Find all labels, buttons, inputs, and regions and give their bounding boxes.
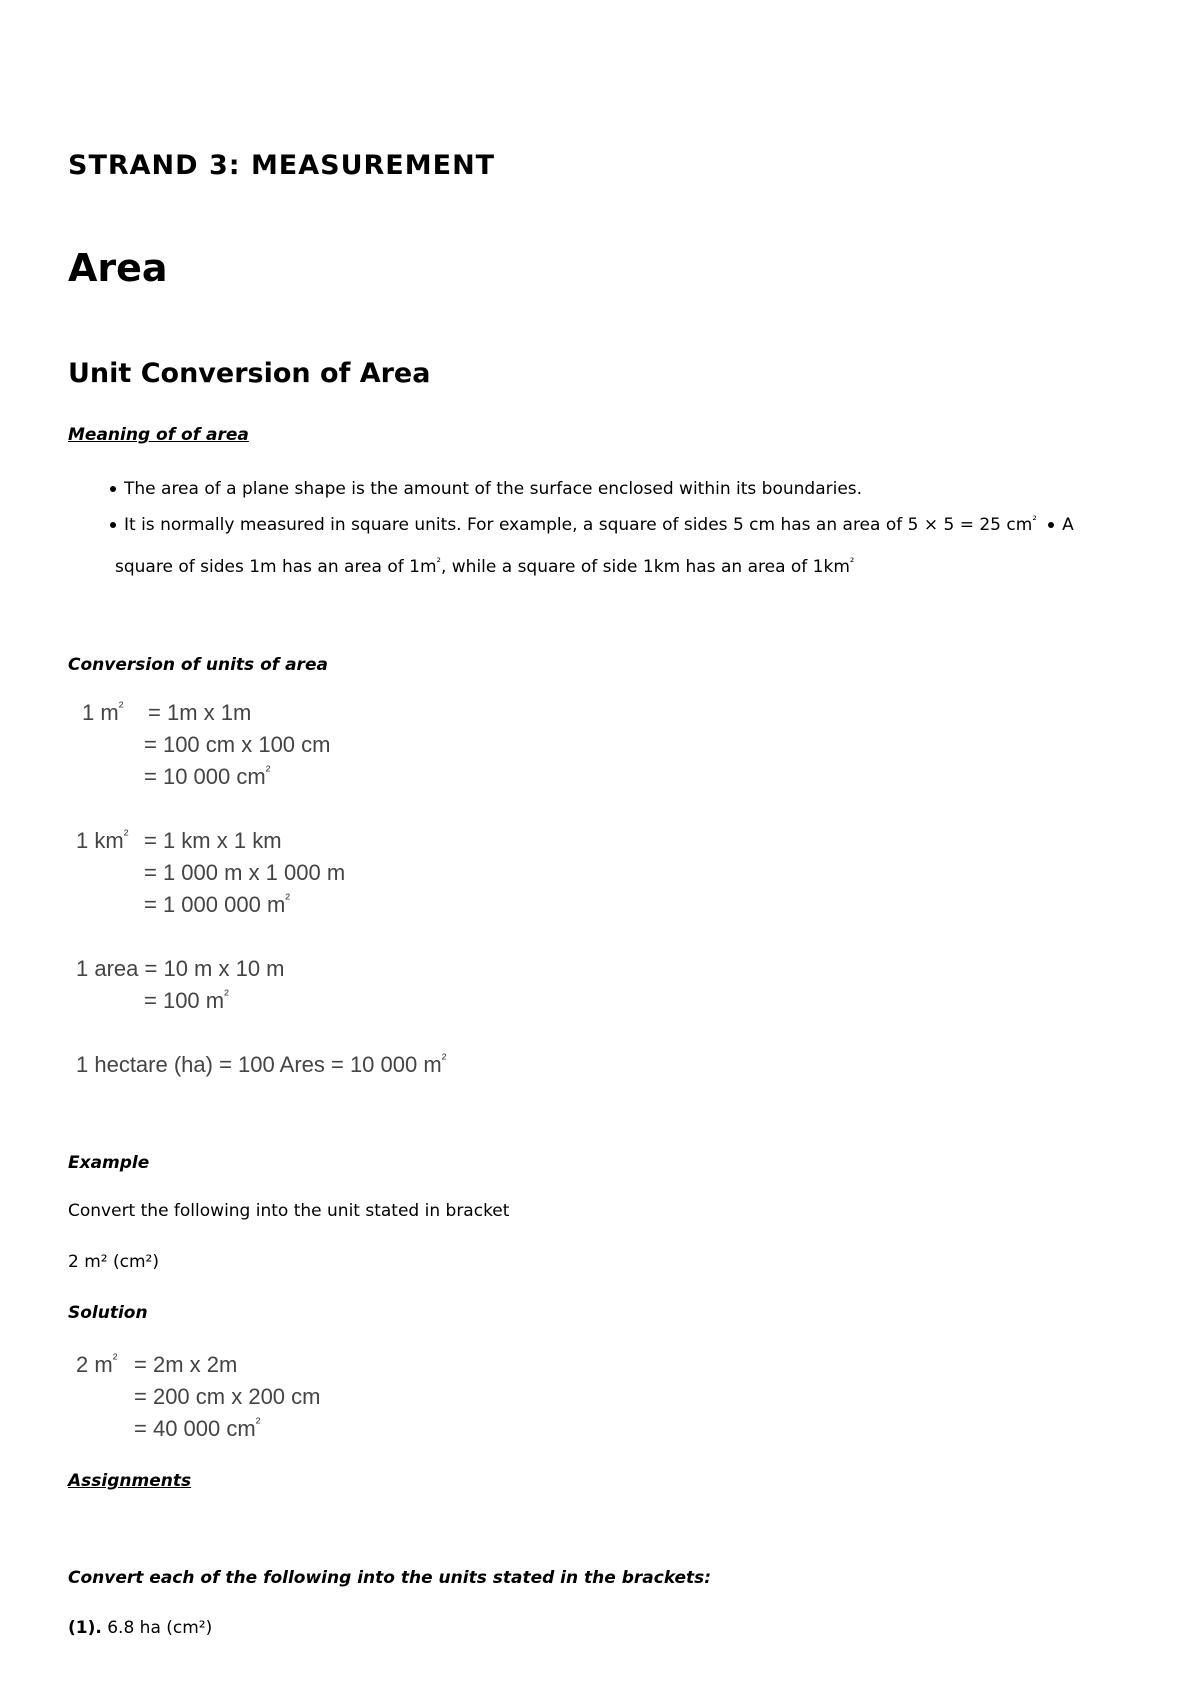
bullet-item: [110, 515, 1074, 535]
bullet-icon: [110, 486, 116, 492]
equation-line: = 1 000 m x 1 000 m: [144, 860, 346, 885]
body-text: [115, 557, 854, 577]
example-question: 2 m² (cm²): [68, 1252, 159, 1272]
equation-line: = 2m x 2m: [134, 1352, 238, 1377]
example-instruction: Convert the following into the unit stated in bracket: [68, 1201, 510, 1221]
page-title: Area: [68, 246, 168, 290]
text-segment: square of sides 1m has an area of 1m: [115, 557, 437, 577]
assignments-instruction: Convert each of the following into the units stated in the brackets:: [68, 1568, 712, 1588]
superscript: ²: [118, 699, 124, 716]
question-number: (1).: [68, 1618, 102, 1638]
equation-line: [134, 1416, 260, 1442]
bullet-item: [110, 479, 862, 499]
equation-line: [76, 1352, 117, 1378]
equation-lhs: 2 m: [76, 1352, 113, 1377]
strand-heading: STRAND 3: MEASUREMENT: [68, 150, 496, 181]
assignments-heading: Assignments: [68, 1471, 192, 1491]
bullet-text: It is normally measured in square units. For example, a square of sides 5 cm has an area of 5 × 5 = 25 cm: [124, 515, 1033, 535]
bullet-text: A: [1062, 515, 1074, 535]
equation-line: = 100 cm x 100 cm: [144, 732, 331, 757]
equation-block: [74, 1052, 474, 1086]
equation-line: [82, 700, 123, 726]
superscript: ²: [1032, 513, 1037, 527]
equation-text: = 1 000 000 m: [144, 892, 286, 917]
equation-lhs: 1 km: [76, 828, 124, 853]
superscript: ²: [123, 827, 129, 844]
equation-line: = 1m x 1m: [148, 700, 252, 725]
text-segment: , while a square of side 1km has an area of 1km: [440, 557, 850, 577]
superscript: ²: [436, 555, 441, 569]
equation-line: [76, 1052, 446, 1078]
equation-line: 1 area = 10 m x 10 m: [76, 956, 285, 981]
superscript: ²: [255, 1415, 261, 1432]
equation-line: [76, 828, 128, 854]
superscript: ²: [224, 987, 229, 1004]
superscript: ²: [849, 555, 855, 569]
equation-line: = 1 km x 1 km: [144, 828, 282, 853]
superscript: ²: [265, 763, 271, 780]
equation-block: [74, 1352, 344, 1452]
superscript: ²: [441, 1051, 447, 1068]
section-heading: Unit Conversion of Area: [68, 358, 431, 389]
equation-line: = 200 cm x 200 cm: [134, 1384, 321, 1409]
solution-heading: Solution: [68, 1303, 148, 1323]
equation-line: [144, 988, 229, 1014]
conversion-heading: Conversion of units of area: [68, 655, 328, 675]
equation-text: 1 hectare (ha) = 100 Ares = 10 000 m: [76, 1052, 442, 1077]
assignment-question: [68, 1618, 212, 1638]
meaning-heading: Meaning of of area: [68, 425, 249, 445]
equation-text: = 10 000 cm: [144, 764, 266, 789]
superscript: ²: [285, 891, 291, 908]
bullet-text: The area of a plane shape is the amount of the surface enclosed within its boundaries.: [124, 479, 863, 499]
bullet-icon: [110, 522, 116, 528]
superscript: ²: [112, 1351, 118, 1368]
equation-block: [74, 828, 374, 928]
equation-line: [144, 764, 270, 790]
equation-text: = 40 000 cm: [134, 1416, 256, 1441]
question-text: 6.8 ha (cm²): [107, 1618, 213, 1638]
equation-lhs: 1 m: [82, 700, 119, 725]
bullet-icon: [1048, 522, 1054, 528]
equation-text: = 100 m: [144, 988, 225, 1013]
equation-line: [144, 892, 290, 918]
equation-block: [74, 700, 354, 800]
equation-block: [74, 956, 334, 1026]
example-heading: Example: [68, 1153, 150, 1173]
